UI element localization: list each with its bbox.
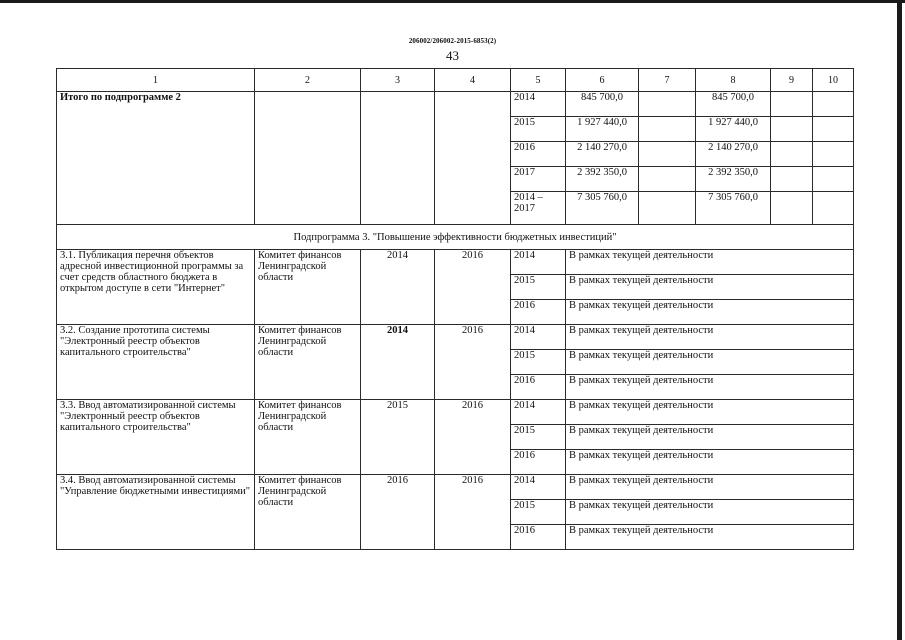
subprogram-total-label: Итого по подпрограмме 2 bbox=[57, 92, 255, 225]
total-amount: 2 140 270,0 bbox=[566, 142, 639, 167]
year-range-cell: 2014 – 2017 bbox=[511, 192, 566, 225]
empty-cell bbox=[771, 92, 813, 117]
year-cell: 2015 bbox=[511, 425, 566, 450]
table-row bbox=[57, 250, 854, 275]
empty-cell bbox=[813, 142, 854, 167]
measure-start-year: 2014 bbox=[361, 250, 435, 325]
measure-name: 3.3. Ввод автоматизированной системы "Электронный реестр объектов капитального строительства" bbox=[57, 400, 255, 475]
year-cell: 2016 bbox=[511, 450, 566, 475]
empty-cell bbox=[771, 192, 813, 225]
measure-executor: Комитет финансов Ленинградской области bbox=[255, 250, 361, 325]
table-row bbox=[57, 92, 854, 117]
funding-note: В рамках текущей деятельности bbox=[566, 250, 854, 275]
empty-cell bbox=[813, 117, 854, 142]
measure-end-year: 2016 bbox=[435, 400, 511, 475]
funding-note: В рамках текущей деятельности bbox=[566, 350, 854, 375]
table-row bbox=[57, 325, 854, 350]
column-number: 1 bbox=[57, 69, 255, 92]
column-number: 5 bbox=[511, 69, 566, 92]
year-cell: 2014 bbox=[511, 325, 566, 350]
measure-name: 3.2. Создание прототипа системы "Электронный реестр объектов капитального строительства" bbox=[57, 325, 255, 400]
empty-cell bbox=[639, 117, 696, 142]
column-number: 10 bbox=[813, 69, 854, 92]
section-title: Подпрограмма 3. "Повышение эффективности бюджетных инвестиций" bbox=[57, 225, 854, 250]
column-number: 7 bbox=[639, 69, 696, 92]
year-cell: 2017 bbox=[511, 167, 566, 192]
empty-cell bbox=[771, 167, 813, 192]
total-amount: 7 305 760,0 bbox=[566, 192, 639, 225]
page-number: 43 bbox=[446, 48, 459, 63]
measure-start-year: 2014 bbox=[361, 325, 435, 400]
funding-note: В рамках текущей деятельности bbox=[566, 475, 854, 500]
measure-executor: Комитет финансов Ленинградской области bbox=[255, 400, 361, 475]
measure-end-year: 2016 bbox=[435, 475, 511, 550]
column-number: 8 bbox=[696, 69, 771, 92]
measure-name: 3.1. Публикация перечня объектов адресной инвестиционной программы за счет средств областного бюджета в открытом доступе в сети "Интернет" bbox=[57, 250, 255, 325]
empty-cell bbox=[435, 92, 511, 225]
year-cell: 2016 bbox=[511, 525, 566, 550]
empty-cell bbox=[771, 142, 813, 167]
empty-cell bbox=[639, 192, 696, 225]
budget-amount: 2 392 350,0 bbox=[696, 167, 771, 192]
measure-executor: Комитет финансов Ленинградской области bbox=[255, 475, 361, 550]
empty-cell bbox=[361, 92, 435, 225]
budget-amount: 845 700,0 bbox=[696, 92, 771, 117]
total-amount: 2 392 350,0 bbox=[566, 167, 639, 192]
column-number: 9 bbox=[771, 69, 813, 92]
funding-note: В рамках текущей деятельности bbox=[566, 500, 854, 525]
measure-executor: Комитет финансов Ленинградской области bbox=[255, 325, 361, 400]
empty-cell bbox=[813, 92, 854, 117]
year-cell: 2014 bbox=[511, 475, 566, 500]
year-cell: 2014 bbox=[511, 400, 566, 425]
total-amount: 845 700,0 bbox=[566, 92, 639, 117]
funding-note: В рамках текущей деятельности bbox=[566, 325, 854, 350]
measure-start-year: 2016 bbox=[361, 475, 435, 550]
table-row bbox=[57, 400, 854, 425]
empty-cell bbox=[639, 167, 696, 192]
column-number: 6 bbox=[566, 69, 639, 92]
section-row bbox=[57, 225, 854, 250]
funding-note: В рамках текущей деятельности bbox=[566, 300, 854, 325]
funding-note: В рамках текущей деятельности bbox=[566, 525, 854, 550]
year-cell: 2015 bbox=[511, 350, 566, 375]
measure-start-year: 2015 bbox=[361, 400, 435, 475]
year-cell: 2014 bbox=[511, 92, 566, 117]
year-cell: 2016 bbox=[511, 375, 566, 400]
year-cell: 2015 bbox=[511, 500, 566, 525]
measure-name: 3.4. Ввод автоматизированной системы "Управление бюджетными инвестициями" bbox=[57, 475, 255, 550]
year-cell: 2015 bbox=[511, 275, 566, 300]
scan-edge-right bbox=[897, 0, 902, 640]
document-id: 206002/206002-2015-6853(2) bbox=[408, 37, 497, 45]
funding-note: В рамках текущей деятельности bbox=[566, 275, 854, 300]
column-number: 2 bbox=[255, 69, 361, 92]
empty-cell bbox=[771, 117, 813, 142]
column-number-row bbox=[57, 69, 854, 92]
budget-amount: 1 927 440,0 bbox=[696, 117, 771, 142]
column-number: 3 bbox=[361, 69, 435, 92]
year-cell: 2015 bbox=[511, 117, 566, 142]
year-cell: 2014 bbox=[511, 250, 566, 275]
funding-note: В рамках текущей деятельности bbox=[566, 450, 854, 475]
measure-end-year: 2016 bbox=[435, 325, 511, 400]
empty-cell bbox=[255, 92, 361, 225]
budget-amount: 7 305 760,0 bbox=[696, 192, 771, 225]
year-cell: 2016 bbox=[511, 142, 566, 167]
total-amount: 1 927 440,0 bbox=[566, 117, 639, 142]
column-number: 4 bbox=[435, 69, 511, 92]
funding-note: В рамках текущей деятельности bbox=[566, 425, 854, 450]
table-row bbox=[57, 475, 854, 500]
year-cell: 2016 bbox=[511, 300, 566, 325]
funding-note: В рамках текущей деятельности bbox=[566, 375, 854, 400]
empty-cell bbox=[813, 167, 854, 192]
empty-cell bbox=[639, 142, 696, 167]
measure-end-year: 2016 bbox=[435, 250, 511, 325]
program-table bbox=[56, 68, 854, 550]
empty-cell bbox=[639, 92, 696, 117]
funding-note: В рамках текущей деятельности bbox=[566, 400, 854, 425]
budget-amount: 2 140 270,0 bbox=[696, 142, 771, 167]
empty-cell bbox=[813, 192, 854, 225]
scan-edge-top bbox=[0, 0, 905, 3]
